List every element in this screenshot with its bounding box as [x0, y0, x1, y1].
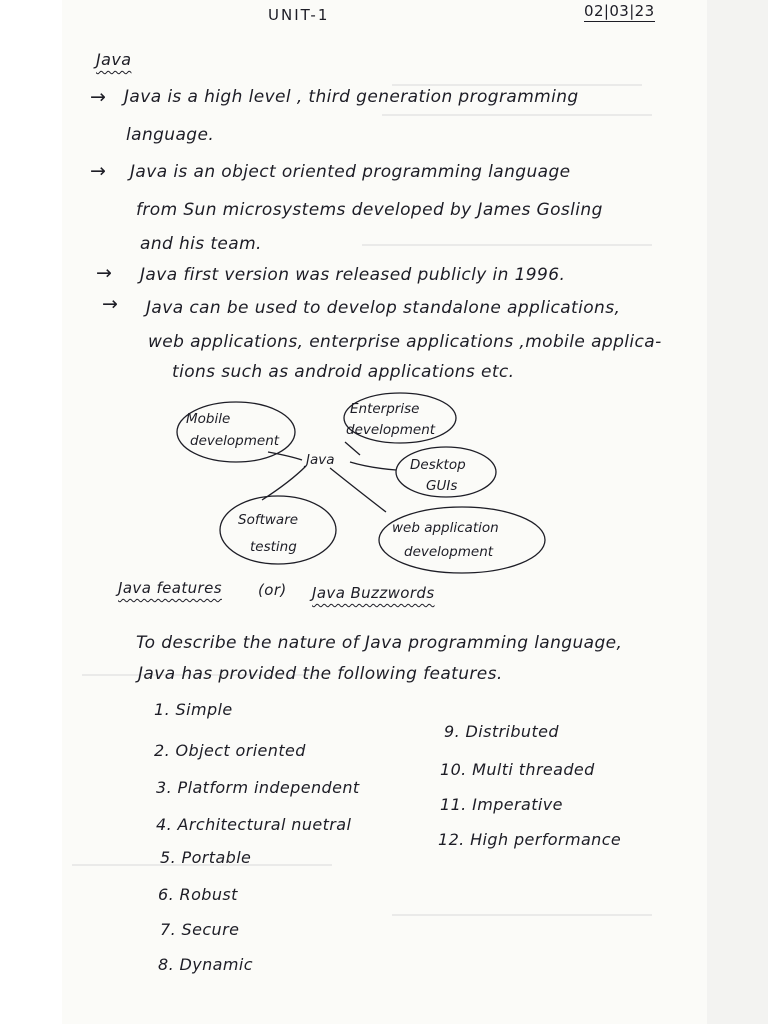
- features-intro-line: To describe the nature of Java programming language,: [136, 633, 623, 653]
- feature-item: 9. Distributed: [444, 722, 559, 741]
- features-heading-or: (or): [258, 581, 287, 599]
- bullet-line: from Sun microsystems developed by James Gosling: [136, 200, 603, 220]
- unit-title: UNIT-1: [268, 6, 330, 24]
- mindmap-connector: [262, 466, 306, 500]
- bullet-line: language.: [126, 125, 215, 145]
- mindmap-center: Java: [306, 452, 335, 468]
- feature-item: 1. Simple: [154, 700, 233, 719]
- feature-item: 3. Platform independent: [156, 778, 360, 797]
- features-intro-line: Java has provided the following features.: [138, 664, 503, 684]
- arrow-icon: →: [90, 160, 107, 182]
- mindmap-connector: [345, 442, 360, 455]
- features-heading-part3: Java Buzzwords: [312, 584, 435, 602]
- bullet-line: tions such as android applications etc.: [172, 362, 515, 382]
- mindmap-node-label: Mobile: [186, 411, 231, 427]
- arrow-icon: →: [90, 86, 107, 108]
- feature-item: 2. Object oriented: [154, 741, 306, 760]
- feature-item: 8. Dynamic: [158, 955, 253, 974]
- mindmap-connector: [350, 462, 396, 470]
- bullet-line: Java is an object oriented programming language: [130, 162, 571, 182]
- feature-item: 10. Multi threaded: [440, 760, 595, 779]
- arrow-icon: →: [102, 293, 119, 315]
- feature-item: 6. Robust: [158, 885, 238, 904]
- bullet-line: Java can be used to develop standalone applications,: [146, 298, 621, 318]
- bullet-line: and his team.: [140, 234, 262, 254]
- section-heading: Java: [96, 50, 132, 69]
- bullet-line: web applications, enterprise applications ,mobile applica-: [148, 332, 662, 352]
- feature-item: 4. Architectural nuetral: [156, 815, 352, 834]
- bullet-line: Java is a high level , third generation programming: [124, 87, 579, 107]
- mindmap-node-label: development: [404, 544, 494, 560]
- feature-item: 7. Secure: [160, 920, 240, 939]
- mindmap-node-label: development: [346, 422, 436, 438]
- mindmap-connector: [330, 468, 386, 512]
- feature-item: 12. High performance: [438, 830, 622, 849]
- bullet-line: Java first version was released publicly in 1996.: [140, 265, 566, 285]
- date-label: 02|03|23: [584, 2, 655, 20]
- mindmap-node-outline: [379, 507, 545, 573]
- feature-item: 5. Portable: [160, 848, 252, 867]
- mindmap-node-label: development: [190, 433, 280, 449]
- arrow-icon: →: [96, 262, 113, 284]
- mindmap-node-label: testing: [250, 539, 297, 555]
- mindmap-node-label: Software: [238, 512, 299, 528]
- feature-item: 11. Imperative: [440, 795, 563, 814]
- mindmap-node-label: web application: [392, 520, 499, 536]
- mindmap-node-label: GUIs: [426, 478, 458, 494]
- mindmap-node-label: Desktop: [410, 457, 466, 473]
- mindmap-node-label: Enterprise: [350, 401, 420, 417]
- features-heading-part1: Java features: [118, 579, 222, 597]
